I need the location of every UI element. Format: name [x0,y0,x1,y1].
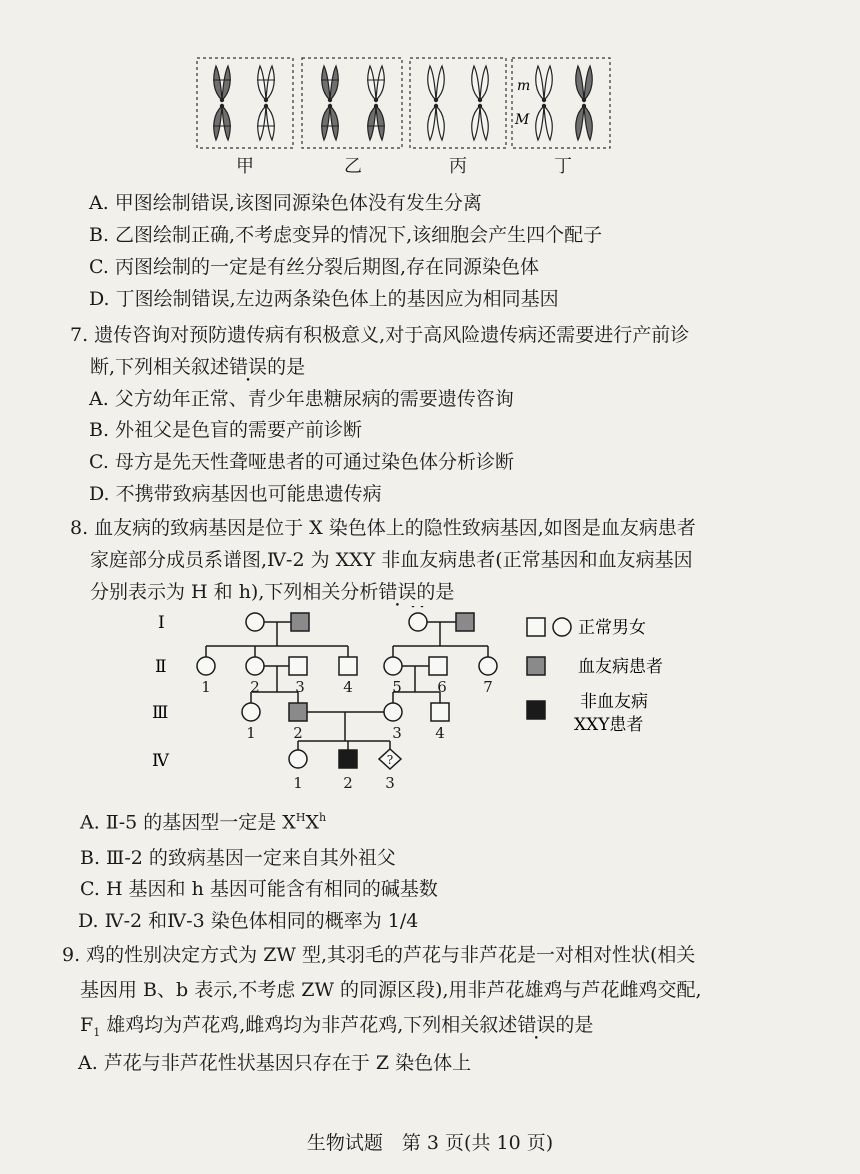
q8-option-c: C. H 基因和 h 基因可能含有相同的碱基数 [80,878,438,900]
pedigree-I-4 [456,613,474,631]
num-II-4: 4 [343,678,353,696]
pedigree-II-6 [429,657,447,675]
cell-box-jia [197,58,293,148]
q6-option-b: B. 乙图绘制正确,不考虑变异的情况下,该细胞会产生四个配子 [89,224,603,246]
q8-stem-line1: 8. 血友病的致病基因是位于 X 染色体上的隐性致病基因,如图是血友病患者 [70,517,696,539]
cell-ding-chromosomes [536,66,592,140]
cell-label-ding: 丁 [554,156,572,177]
pedigree-II-1 [197,657,215,675]
pedigree-III-1 [242,703,260,721]
pedigree-I-2 [291,613,309,631]
cell-division-figures [0,0,860,175]
q8-stem-line3: 分别表示为 H 和 h),下列相关分析错误的是 [90,581,455,603]
q7-option-d: D. 不携带致病基因也可能患遗传病 [89,483,382,505]
cell-jia-chromosomes [213,66,275,140]
num-III-4: 4 [435,724,445,742]
gen-label-I: Ⅰ [158,613,165,633]
q6-option-a: A. 甲图绘制错误,该图同源染色体没有发生分离 [89,192,482,214]
num-II-3: 3 [295,678,305,696]
pedigree-IV-1 [289,750,307,768]
legend-normal-male [527,618,545,636]
q9-stem-line1: 9. 鸡的性别决定方式为 ZW 型,其羽毛的芦花与非芦花是一对相对性状(相关 [62,944,696,966]
pedigree-III-3 [384,703,402,721]
num-II-7: 7 [483,678,493,696]
pedigree-III-4 [431,703,449,721]
num-II-2: 2 [250,678,260,696]
pedigree-II-4 [339,657,357,675]
legend-xxy-text-1: 非血友病 [580,692,648,712]
pedigree-chart [0,606,860,806]
num-III-2: 2 [293,724,303,742]
cell-label-yi: 乙 [344,156,362,177]
pedigree-IV-3-unknown: ? [386,753,394,767]
pedigree-I-3 [409,613,427,631]
ding-mark-m: m [517,78,531,94]
cell-box-bing [410,58,506,148]
num-IV-2: 2 [343,774,353,792]
legend-xxy [527,701,545,719]
q7-option-c: C. 母方是先天性聋哑患者的可通过染色体分析诊断 [89,451,514,473]
q9-stem-line3: $F_1$ 雄鸡均为芦花鸡,雌鸡均为非芦花鸡,下列相关叙述错误的是 [80,1014,594,1039]
legend-normal-text: 正常男女 [578,618,646,638]
cell-label-jia: 甲 [236,156,254,177]
q8-option-b: B. Ⅲ-2 的致病基因一定来自其外祖父 [80,847,396,869]
gen-label-II: Ⅱ [155,657,167,677]
gen-label-III: Ⅲ [152,703,169,723]
legend-normal-female [553,618,571,636]
q6-option-c: C. 丙图绘制的一定是有丝分裂后期图,存在同源染色体 [89,256,539,278]
q9-option-a: A. 芦花与非芦花性状基因只存在于 Z 染色体上 [78,1052,472,1074]
cell-yi-chromosomes [321,66,385,140]
pedigree-III-2 [289,703,307,721]
q9-stem-line2: 基因用 B、b 表示,不考虑 ZW 的同源区段),用非芦花雄鸡与芦花雌鸡交配, [80,979,702,1001]
q7-option-a: A. 父方幼年正常、青少年患糖尿病的需要遗传咨询 [89,388,514,410]
cell-box-ding [512,58,610,148]
num-II-6: 6 [437,678,447,696]
num-IV-1: 1 [293,774,303,792]
q8-option-d: D. Ⅳ-2 和Ⅳ-3 染色体相同的概率为 1/4 [78,910,419,932]
ding-mark-M: M [515,112,530,128]
pedigree-IV-2 [339,750,357,768]
num-II-5: 5 [392,678,402,696]
q6-option-d: D. 丁图绘制错误,左边两条染色体上的基因应为相同基因 [89,288,559,310]
legend-affected [527,657,545,675]
pedigree-II-2 [246,657,264,675]
q8-option-a: A. Ⅱ-5 的基因型一定是 $X^HX^h$ [80,811,327,834]
pedigree-II-5 [384,657,402,675]
cell-bing-chromosomes [428,66,488,140]
pedigree-II-3 [289,657,307,675]
num-IV-3: 3 [385,774,395,792]
gen-label-IV: Ⅳ [152,751,169,771]
num-II-1: 1 [201,678,211,696]
legend-xxy-text-2: XXY患者 [574,715,644,735]
cell-box-yi [302,58,402,148]
q7-stem-line1: 7. 遗传咨询对预防遗传病有积极意义,对于高风险遗传病还需要进行产前诊 [70,324,690,346]
legend-affected-text: 血友病患者 [578,657,663,677]
num-III-1: 1 [246,724,256,742]
pedigree-II-7 [479,657,497,675]
q7-option-b: B. 外祖父是色盲的需要产前诊断 [89,419,363,441]
q7-stem-line2: 断,下列相关叙述错误的是 [90,356,306,378]
num-III-3: 3 [392,724,402,742]
cell-label-bing: 丙 [449,156,467,177]
q8-stem-line2: 家庭部分成员系谱图,Ⅳ-2 为 XXY 非血友病患者(正常基因和血友病基因 [90,549,693,571]
pedigree-I-1 [246,613,264,631]
page-footer: 生物试题 第 3 页(共 10 页) [306,1132,554,1154]
